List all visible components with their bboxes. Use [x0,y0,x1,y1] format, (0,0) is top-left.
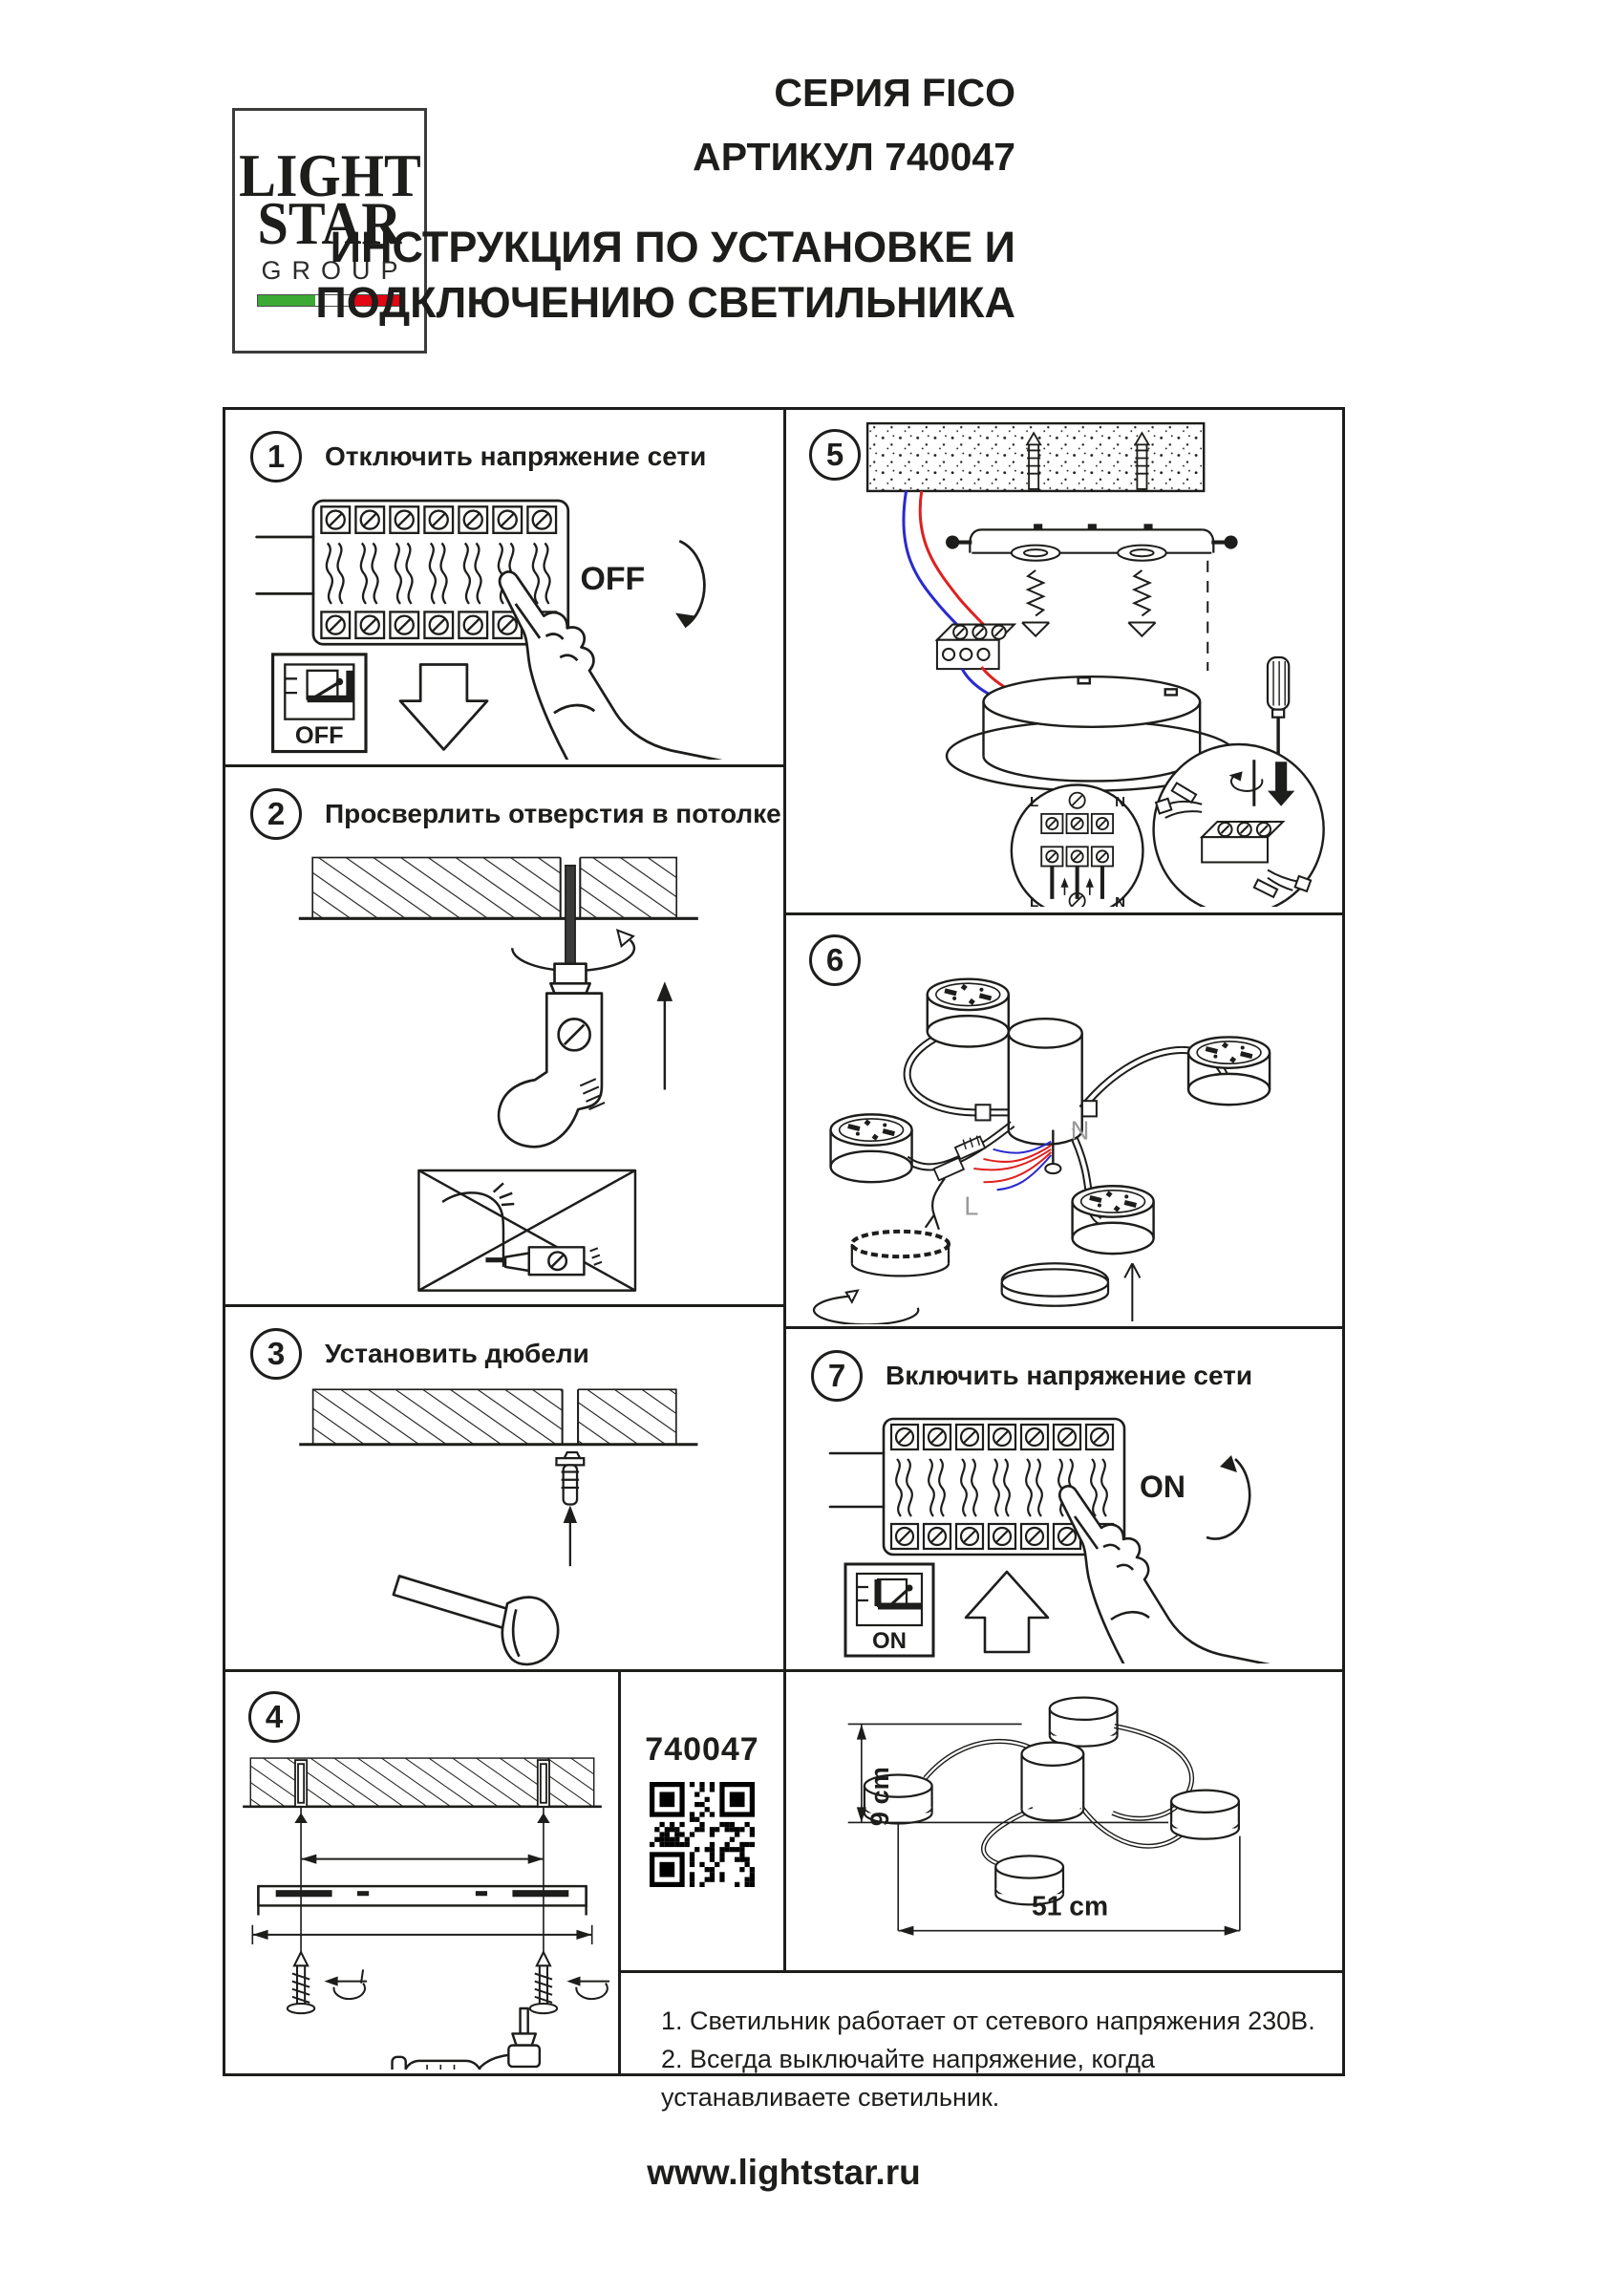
step-number: 7 [811,1350,863,1402]
step-label: Включить напряжение сети [886,1361,1253,1390]
step-5-cell [786,410,1342,912]
off-box-label: OFF [294,722,344,750]
terminal-l-label: L [1030,793,1039,810]
step-4-cell [225,1672,618,2073]
wiring-illustration [792,416,1338,907]
step-2-cell [225,767,783,1304]
instruction-title [315,220,1015,331]
breaker-on-illustration [815,1404,1312,1663]
notes-panel [621,1973,1342,2112]
mounting-bar-illustration [233,1754,611,2070]
qr-code-icon [650,1782,755,1887]
dimensions-cell [786,1672,1342,1970]
step-6-cell [786,915,1342,1326]
step-number: 3 [250,1328,302,1380]
instruction-title-line2: ПОДКЛЮЧЕНИЮ СВЕТИЛЬНИКА [315,278,1015,327]
terminal-l-label-bottom: L [1030,894,1039,907]
step-label: Просверлить отверстия в потолке [325,799,781,828]
lamp-dimensions-drawing [790,1682,1338,1964]
step-7-header [786,1329,1342,1402]
breaker-off-illustration [250,484,757,760]
step-2-header [225,767,783,840]
instruction-title-line1: ИНСТРУКЦИЯ ПО УСТАНОВКЕ И [330,223,1015,271]
step-label: Установить дюбели [325,1339,589,1368]
note-line-2: 2. Всегда выключайте напряжение, когда устанавливаете светильник. [661,2045,1155,2112]
step-number: 6 [809,934,861,986]
step-number: 4 [248,1691,300,1743]
step-number: 2 [250,788,302,840]
logo-word-light: LIGHT [238,142,421,210]
step-7-cell [786,1329,1342,1669]
flag-green-segment [258,295,315,306]
step-1-cell [225,410,783,764]
steps-table [223,407,1345,2112]
terminal-n-label: N [1115,793,1126,810]
step-label: Отключить напряжение сети [325,441,707,471]
length-dimension-label: 51 cm [1031,1890,1109,1921]
website-url: www.lightstar.ru [647,2153,921,2192]
logo-word-star: STAR [257,190,402,258]
document-header [315,71,1015,331]
step-number: 5 [809,429,861,481]
step-3-header [225,1307,783,1380]
wire-n-label: N [1070,1115,1090,1146]
step-3-cell [225,1307,783,1669]
height-dimension-label: 9 cm [865,1767,895,1827]
on-label: ON [1140,1470,1185,1504]
step-number: 1 [250,431,302,483]
terminal-n-label-bottom: N [1115,894,1126,907]
article-qr-cell [621,1672,783,1970]
qr-code [650,1782,755,1887]
article-number: 740047 [645,1731,759,1768]
series-title: СЕРИЯ FICO [774,71,1015,115]
dowel-hammer-illustration [273,1382,736,1666]
off-label: OFF [580,561,646,598]
wire-l-label: L [964,1191,979,1221]
note-line-1: 1. Светильник работает от сетевого напряжения 230В. [661,2006,1315,2035]
step-1-header [225,410,783,483]
on-box-label: ON [872,1628,907,1654]
assembly-illustration [792,925,1338,1324]
logo-word-group: GROUP [261,256,409,285]
drill-illustration [273,846,736,1298]
article-title: АРТИКУЛ 740047 [693,135,1015,179]
